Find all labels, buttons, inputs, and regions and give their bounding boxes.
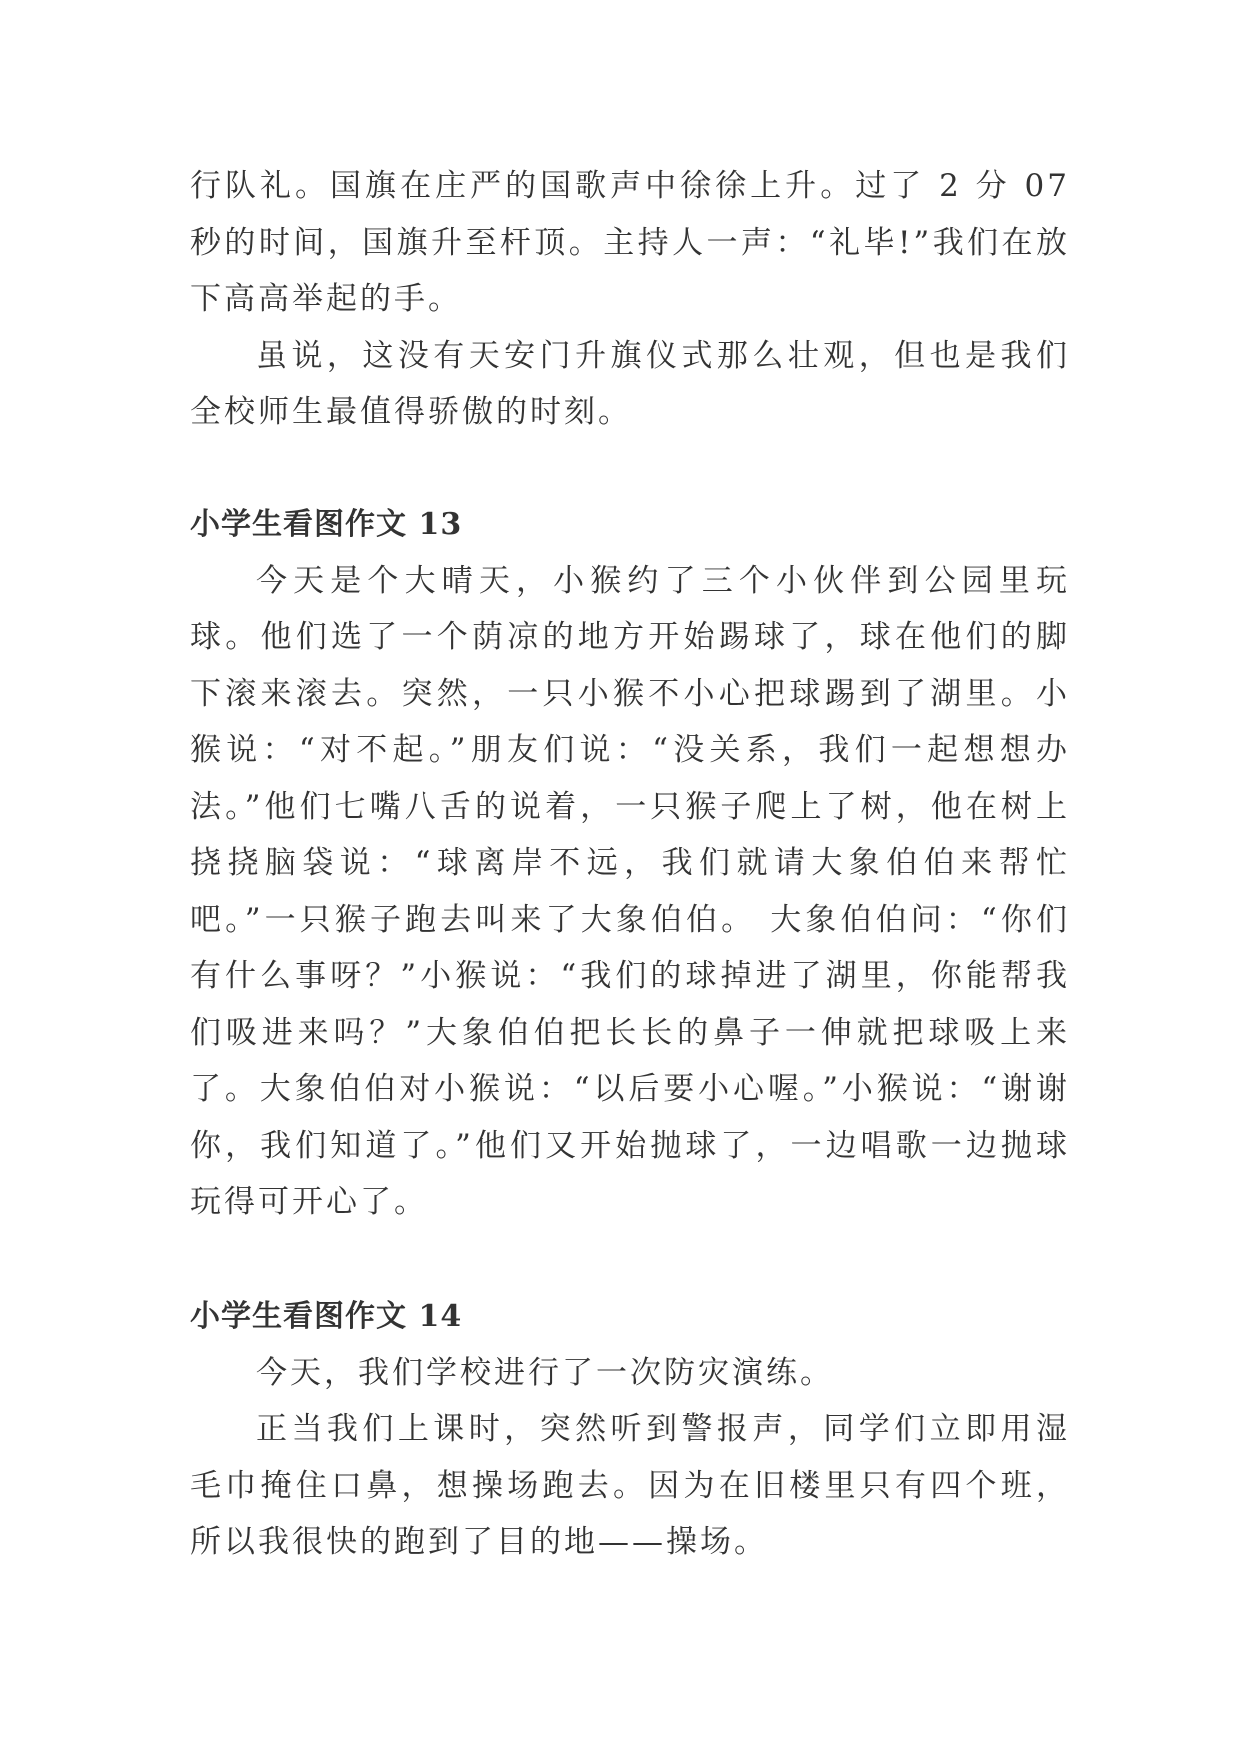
paragraph-flag-raising-end: 行队礼。国旗在庄严的国歌声中徐徐上升。过了 2 分 07 秒的时间，国旗升至杆顶。主持人一声：“礼毕!”我们在放下高高举起的手。: [190, 168, 1070, 317]
paragraph-disaster-drill-intro: 今天，我们学校进行了一次防灾演练。: [256, 1354, 834, 1391]
paragraph-disaster-drill-detail: 正当我们上课时，突然听到警报声，同学们立即用湿毛巾掩住口鼻，想操场跑去。因为在旧楼里只有四个班，所以我很快的跑到了目的地——操场。: [190, 1411, 1070, 1560]
document-body: [190, 158, 1070, 1571]
paragraph-monkey-ball-story: 今天是个大晴天，小猴约了三个小伙伴到公园里玩球。他们选了一个荫凉的地方开始踢球了，球在他们的脚下滚来滚去。突然，一只小猴不小心把球踢到了湖里。小猴说：“对不起。”朋友们说：“没关系，我们一起想想办法。”他们七嘴八舌的说着，一只猴子爬上了树，他在树上挠挠脑袋说：“球离岸不远，我们就请大象伯伯来帮忙吧。”一只猴子跑去叫来了大象伯伯。 大象伯伯问：“你们有什么事呀？”小猴说：“我们的球掉进了湖里，你能帮我们吸进来吗？”大象伯伯把长长的鼻子一伸就把球吸上来了。大象伯伯对小猴说：“以后要小心喔。”小猴说：“谢谢你，我们知道了。”他们又开始抛球了，一边唱歌一边抛球玩得可开心了。: [190, 562, 1070, 1220]
essay-13-title: 小学生看图作文 13: [190, 506, 463, 542]
paragraph-school-pride: 虽说，这没有天安门升旗仪式那么壮观，但也是我们全校师生最值得骄傲的时刻。: [190, 337, 1070, 430]
essay-14-title: 小学生看图作文 14: [190, 1298, 463, 1334]
